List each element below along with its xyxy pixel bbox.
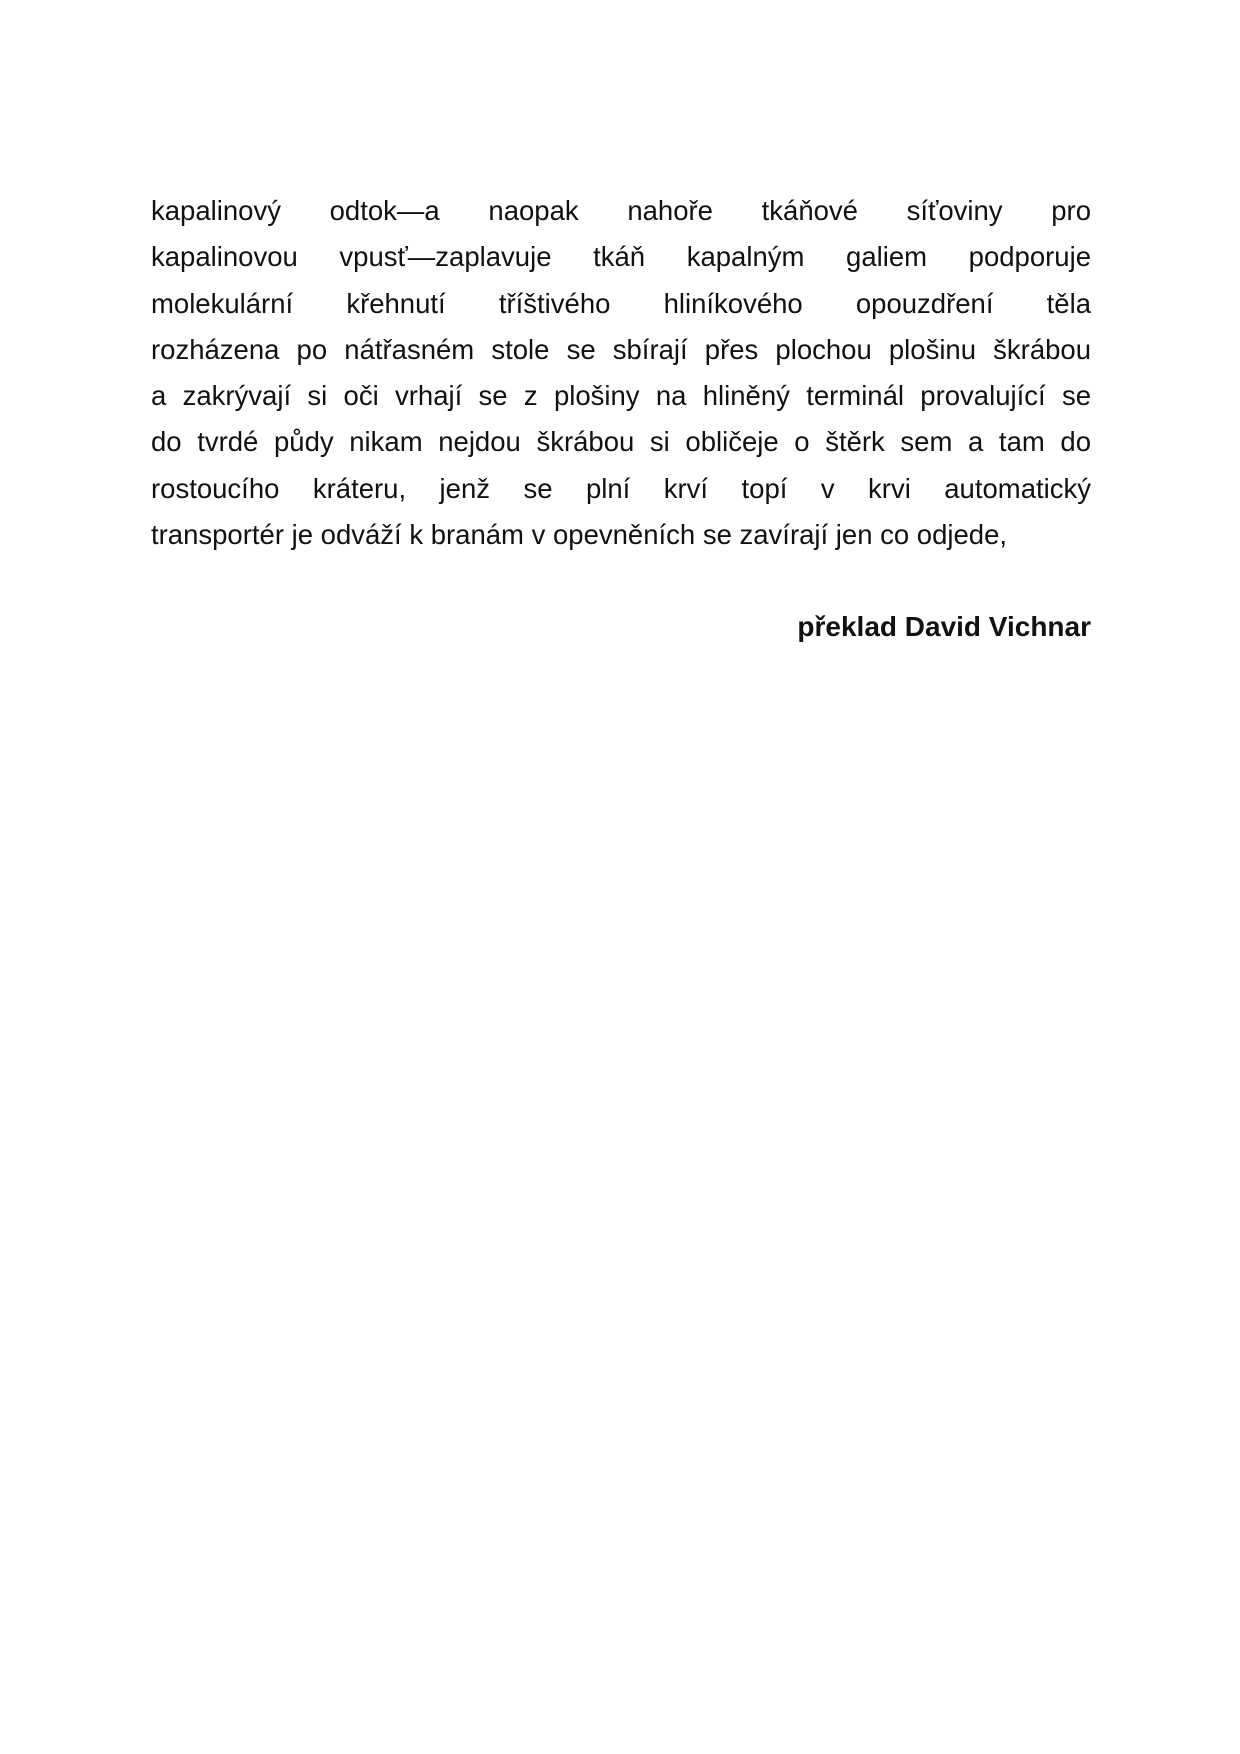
text-line: transportér je odváží k branám v opevněních se zavírají jen co odjede, (151, 519, 1008, 551)
text-line: molekulární křehnutí tříštivého hliníkového opouzdření těla (151, 287, 1091, 319)
poem-text (151, 188, 1091, 558)
text-line: a zakrývají si oči vrhají se z plošiny na hliněný terminál provalující se (151, 380, 1091, 412)
text-line: rostoucího kráteru, jenž se plní krví topí v krvi automatický (151, 472, 1091, 504)
text-line: rozházena po nátřasném stole se sbírají přes plochou plošinu škrábou (151, 333, 1091, 365)
text-line: kapalinovou vpusť—zaplavuje tkáň kapalným galiem podporuje (151, 241, 1091, 273)
text-line: kapalinový odtok—a naopak nahoře tkáňové síťoviny pro (151, 195, 1091, 226)
translator-credit: překlad David Vichnar (797, 611, 1091, 642)
text-line: do tvrdé půdy nikam nejdou škrábou si obličeje o štěrk sem a tam do (151, 426, 1091, 458)
